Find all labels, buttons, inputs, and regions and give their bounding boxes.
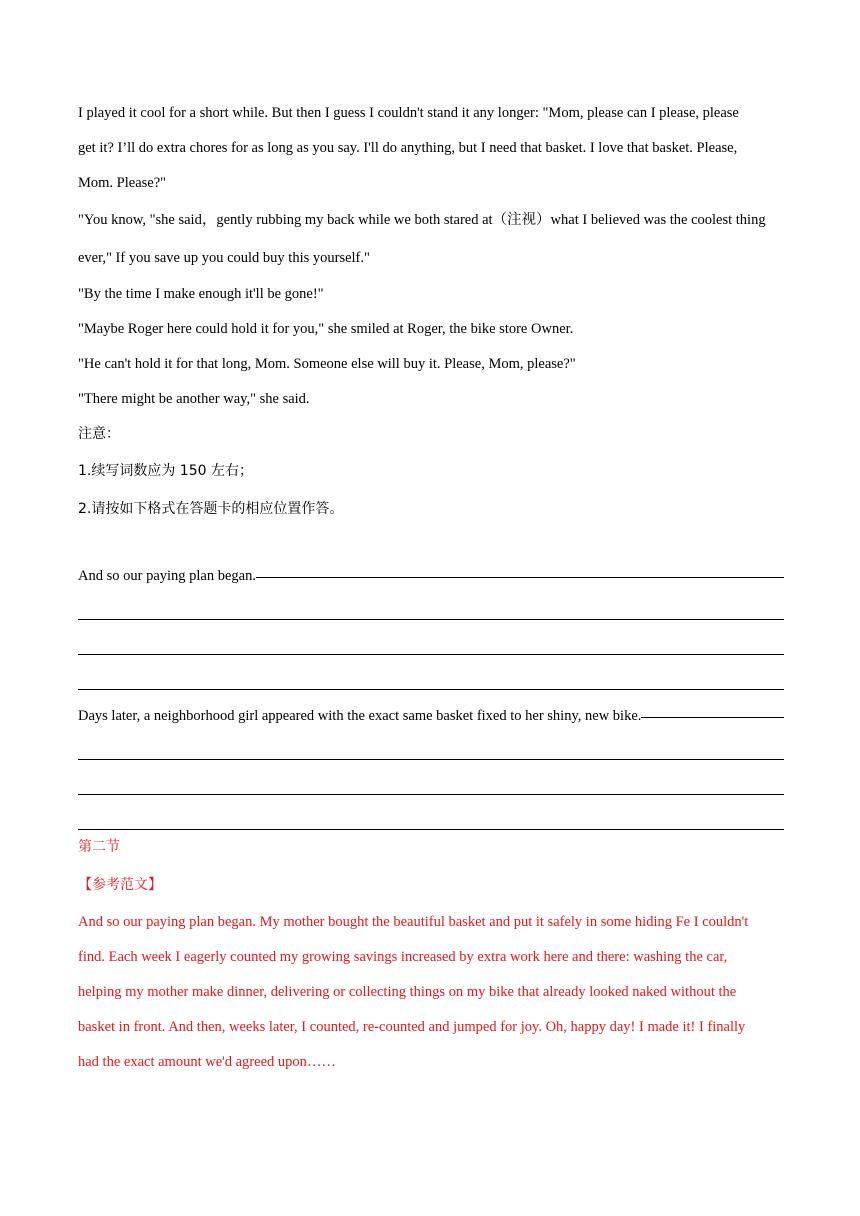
answer-sheet [78, 550, 784, 830]
writing-line[interactable] [78, 795, 784, 830]
story-line: "Maybe Roger here could hold it for you," she smiled at Roger, the bike store Owner. [78, 321, 574, 337]
story-line: I played it cool for a short while. But then I guess I couldn't stand it any longer: "Mom, please can I please, please [78, 105, 739, 121]
story-line: "By the time I make enough it'll be gone!" [78, 286, 324, 302]
paragraph-one-prompt: And so our paying plan began. [78, 568, 256, 584]
story-line: "You know, "she said，gently rubbing my back while we both stared at（注视）what I believed was the coolest thing [78, 212, 766, 228]
reference-line: had the exact amount we'd agreed upon…… [78, 1054, 336, 1070]
paragraph-two-prompt: Days later, a neighborhood girl appeared with the exact same basket fixed to her shiny, new bike. [78, 708, 642, 724]
story-line: "There might be another way," she said. [78, 391, 310, 407]
notes-item-word-count: 1.续写词数应为 150 左右； [78, 463, 253, 479]
reference-line: find. Each week I eagerly counted my growing savings increased by extra work here and there: washing the car, [78, 949, 728, 965]
paragraph-two-start[interactable] [78, 690, 784, 725]
story-line: get it? I’ll do extra chores for as long as you say. I'll do anything, but I need that basket. I love that basket. Please, [78, 140, 738, 156]
writing-line[interactable] [78, 585, 784, 620]
notes-heading: 注意： [78, 426, 120, 442]
writing-line[interactable] [78, 620, 784, 655]
writing-blank[interactable] [256, 576, 784, 578]
notes-block [78, 417, 784, 528]
story-passage [78, 96, 784, 417]
reference-line: And so our paying plan began. My mother bought the beautiful basket and put it safely in some hiding Fe I couldn't [78, 914, 749, 930]
writing-line[interactable] [78, 655, 784, 690]
reference-line: basket in front. And then, weeks later, I counted, re-counted and jumped for joy. Oh, happy day! I made it! I finally [78, 1019, 746, 1035]
reference-line: helping my mother make dinner, delivering or collecting things on my bike that already looked naked without the [78, 984, 737, 1000]
section-two [78, 830, 784, 1080]
story-line: ever," If you save up you could buy this yourself." [78, 250, 370, 266]
writing-line[interactable] [78, 760, 784, 795]
writing-blank[interactable] [641, 716, 784, 718]
writing-line[interactable] [78, 725, 784, 760]
paragraph-one-start[interactable] [78, 550, 784, 585]
story-line: Mom. Please?" [78, 175, 167, 191]
document-page [78, 96, 784, 1080]
story-line: "He can't hold it for that long, Mom. Someone else will buy it. Please, Mom, please?" [78, 356, 576, 372]
notes-item-format: 2.请按如下格式在答题卡的相应位置作答。 [78, 501, 344, 517]
reference-essay-label: 【参考范文】 [78, 877, 162, 893]
section-two-title: 第二节 [78, 839, 120, 855]
